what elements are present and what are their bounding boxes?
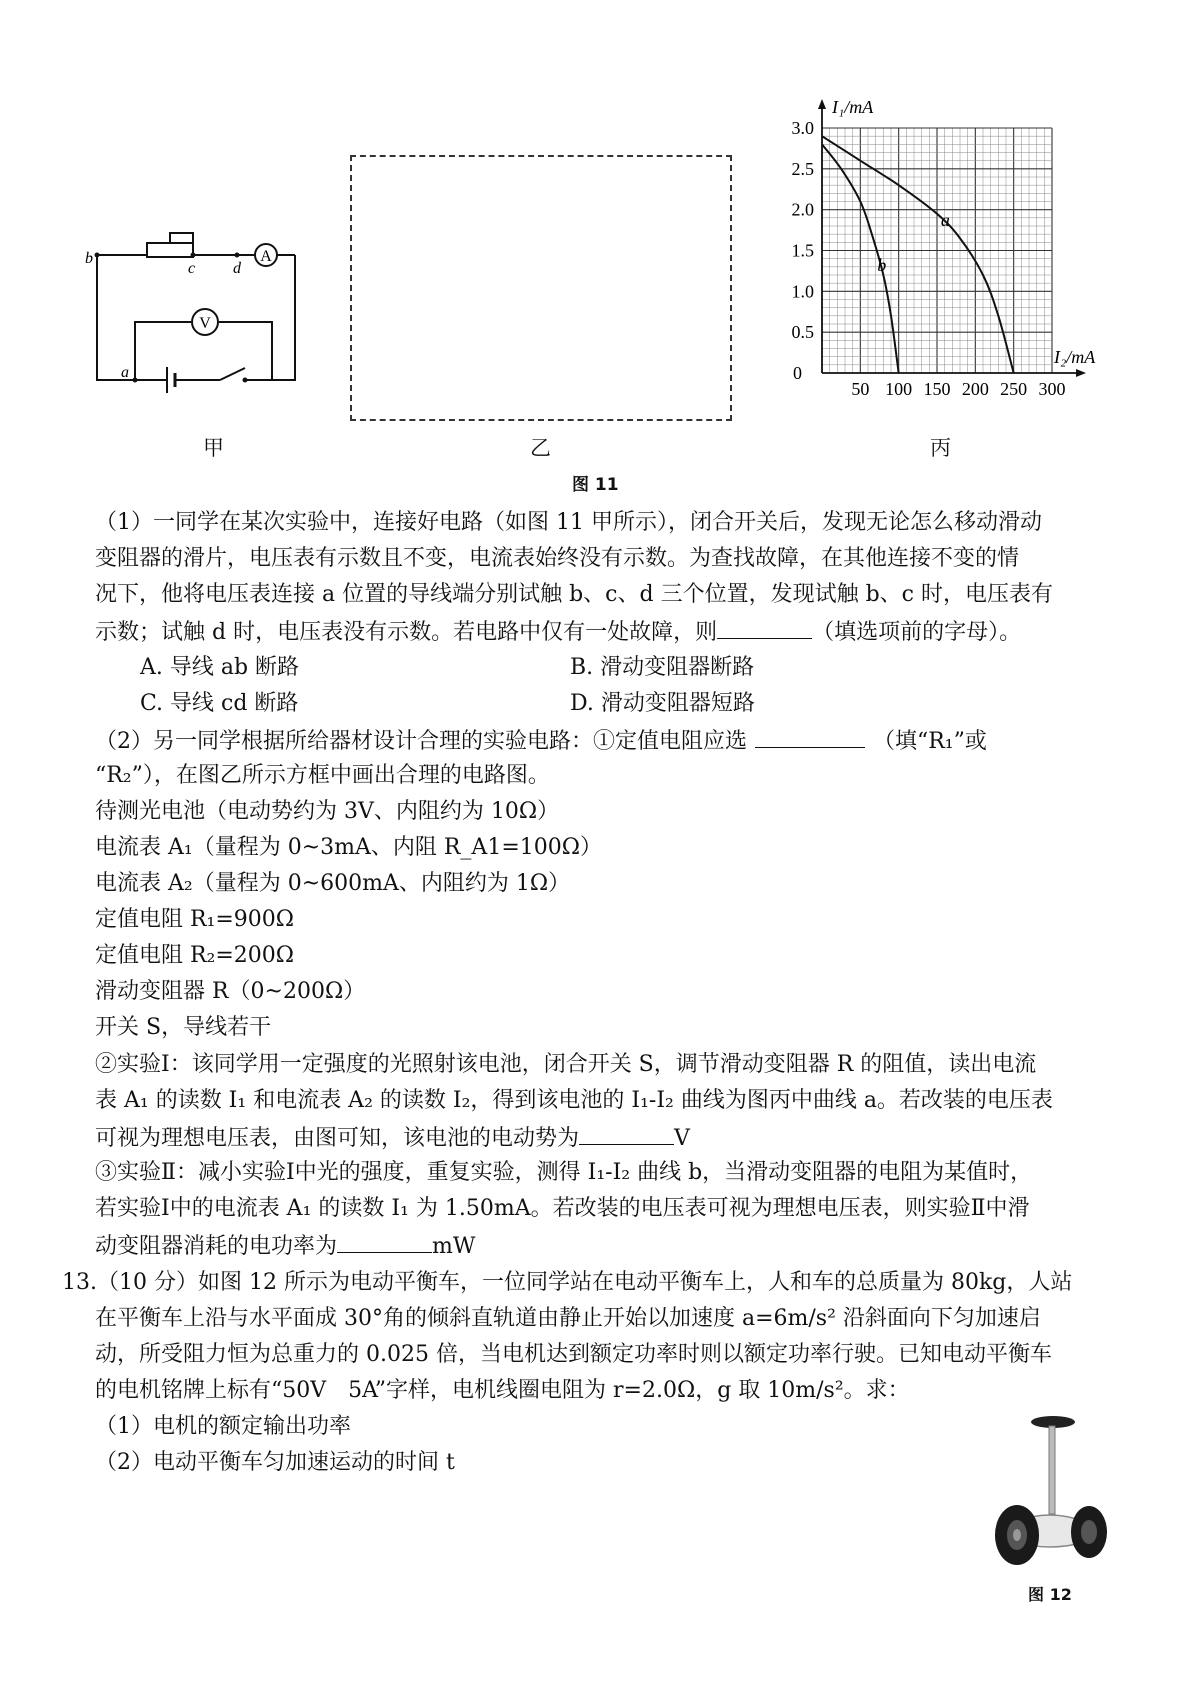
equipment-7: 开关 S，导线若干 [95, 1015, 272, 1040]
exp1-line3 [95, 1122, 690, 1154]
circuit-diagram-jia [85, 225, 315, 395]
answer-blank-4[interactable] [337, 1230, 432, 1253]
option-c: C. 导线 cd 断路 [140, 691, 299, 716]
q13-sub2: （2）电动平衡车匀加速运动的时间 t [95, 1450, 455, 1475]
option-a: A. 导线 ab 断路 [140, 655, 300, 680]
q12-p2-line1-text: （2）另一同学根据所给器材设计合理的实验电路：①定值电阻应选 [95, 729, 747, 754]
node-label-a: a [121, 364, 129, 381]
q12-p1-line3: 况下，他将电压表连接 a 位置的导线端分别试触 b、c、d 三个位置，发现试触 b、c 时，电压表有 [95, 582, 1053, 607]
equipment-1: 待测光电池（电动势约为 3V、内阻约为 10Ω） [95, 799, 560, 824]
q13-line2: 在平衡车上沿与水平面成 30°角的倾斜直轨道由静止开始以加速度 a=6m/s² 沿斜面向下匀加速启 [95, 1306, 1041, 1331]
y-tick-label: 3.0 [791, 118, 814, 138]
y-tick-label: 1.5 [791, 240, 814, 261]
exp1-line3-text: 可视为理想电压表，由图可知，该电池的电动势为 [95, 1126, 580, 1151]
option-d: D. 滑动变阻器短路 [570, 691, 755, 716]
x-tick-label: 300 [1038, 379, 1066, 399]
x-axis-label: I₂/mA [1054, 347, 1096, 367]
balance-scooter-image [985, 1410, 1115, 1580]
caption-jia: 甲 [203, 436, 224, 460]
exp2-line3-unit: mW [432, 1234, 476, 1259]
y-axis-label: I₁/mA [832, 97, 874, 117]
node-label-d: d [233, 260, 241, 277]
exp1-line1: ②实验Ⅰ：该同学用一定强度的光照射该电池，闭合开关 S，调节滑动变阻器 R 的阻值，读出电流 [95, 1052, 1037, 1077]
ammeter-label: A [260, 248, 272, 265]
q12-p1-line1: （1）一同学在某次实验中，连接好电路（如图 11 甲所示），闭合开关后，发现无论怎么移动滑动 [95, 510, 1042, 535]
y-tick-label: 1.0 [791, 281, 814, 302]
exp1-line2: 表 A₁ 的读数 I₁ 和电流表 A₂ 的读数 I₂，得到该电池的 I₁-I₂ 曲线为图丙中曲线 a。若改装的电压表 [95, 1088, 1053, 1113]
caption-yi: 乙 [530, 436, 551, 460]
drawing-box-yi [350, 155, 732, 421]
x-tick-label: 200 [961, 379, 989, 399]
equipment-3: 电流表 A₂（量程为 0~600mA、内阻约为 1Ω） [95, 871, 571, 896]
exp2-line2: 若实验Ⅰ中的电流表 A₁ 的读数 I₁ 为 1.50mA。若改装的电压表可视为理想电压表，则实验Ⅱ中滑 [95, 1196, 1030, 1221]
q13-line1: 13.（10 分）如图 12 所示为电动平衡车，一位同学站在电动平衡车上，人和车的总质量为 80kg，人站 [62, 1270, 1073, 1295]
q13-line3: 动，所受阻力恒为总重力的 0.025 倍，当电机达到额定功率时则以额定功率行驶。已知电动平衡车 [95, 1342, 1052, 1367]
x-tick-label: 100 [885, 379, 913, 399]
x-tick-label: 250 [1000, 379, 1028, 399]
exp2-line3-text: 动变阻器消耗的电功率为 [95, 1234, 338, 1259]
y-tick-label: 2.0 [791, 199, 814, 220]
exp2-line1: ③实验Ⅱ：减小实验Ⅰ中光的强度，重复实验，测得 I₁-I₂ 曲线 b，当滑动变阻器的电阻为某值时， [95, 1160, 1033, 1185]
voltmeter-label: V [199, 315, 211, 332]
figure-12-title: 图 12 [1028, 1585, 1072, 1604]
figure-11-title: 图 11 [572, 475, 619, 495]
q12-p1-line4-text: 示数；试触 d 时，电压表没有示数。若电路中仅有一处故障，则 [95, 620, 718, 645]
q12-p2-line1 [95, 725, 987, 757]
answer-blank-2[interactable] [755, 725, 865, 748]
x-tick-label: 50 [851, 379, 870, 399]
series-label-a: a [940, 210, 950, 230]
q13-sub1: （1）电机的额定输出功率 [95, 1414, 351, 1439]
exp1-line3-unit: V [674, 1126, 690, 1151]
x-axis-arrow [1076, 369, 1086, 377]
answer-blank-1[interactable] [717, 616, 812, 639]
equipment-6: 滑动变阻器 R（0~200Ω） [95, 979, 366, 1004]
equipment-5: 定值电阻 R₂=200Ω [95, 943, 295, 968]
q12-p2-line1-tail: （填“R₁”或 [873, 729, 987, 754]
caption-bing: 丙 [930, 436, 951, 460]
q12-p1-line4 [95, 616, 1021, 648]
x-tick-label: 150 [923, 379, 951, 399]
node-label-c: c [188, 260, 196, 277]
q12-p2-line2: “R₂”），在图乙所示方框中画出合理的电路图。 [95, 763, 550, 788]
y-tick-label: 0.5 [791, 322, 814, 343]
option-b: B. 滑动变阻器断路 [570, 655, 755, 680]
exp2-line3 [95, 1230, 476, 1262]
series-label-b: b [877, 254, 887, 275]
series-line-a [822, 136, 1014, 373]
chart-bing [760, 95, 1130, 430]
answer-blank-3[interactable] [579, 1122, 674, 1145]
y-axis-arrow [818, 99, 826, 109]
node-label-b: b [85, 250, 93, 267]
y-tick-label: 2.5 [791, 158, 814, 179]
equipment-2: 电流表 A₁（量程为 0~3mA、内阻 R_A1=100Ω） [95, 835, 602, 860]
q12-p1-line2: 变阻器的滑片，电压表有示数且不变，电流表始终没有示数。为查找故障，在其他连接不变的情 [95, 546, 1020, 571]
q13-line4: 的电机铭牌上标有“50V 5A”字样，电机线圈电阻为 r=2.0Ω，g 取 10m/s²。求： [95, 1378, 910, 1403]
origin-label: 0 [793, 363, 802, 383]
equipment-4: 定值电阻 R₁=900Ω [95, 907, 295, 932]
q12-p1-line4-tail: （填选项前的字母）。 [812, 620, 1022, 645]
